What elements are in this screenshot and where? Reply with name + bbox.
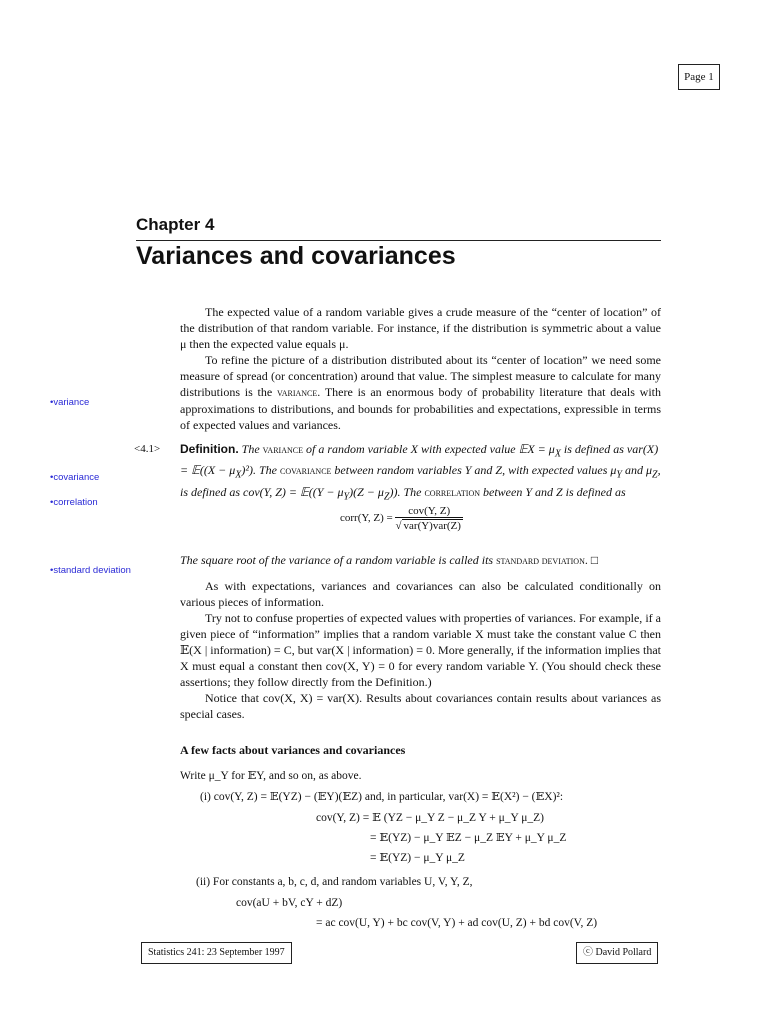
definition-text: Definition. The variance of a random variable X with expected value 𝔼X = $\mu_X$ is defined as var(X) = 𝔼((X − $\mu_X)^2$). The covariance between random variables Y and Z, with expected values $\mu_Y$ and $\mu_Z$, is defined as cov(Y, Z) = 𝔼((Y − $\mu_Y)(Z - \mu_Z)$). The correlation between Y and Z is defined as — [180, 442, 661, 503]
margin-note-standard-deviation[interactable]: •standard deviation — [50, 565, 131, 576]
margin-note-covariance[interactable]: •covariance — [50, 472, 100, 483]
discussion-section — [180, 578, 661, 722]
fact-2-intro: (ii) For constants a, b, c, d, and random variables U, V, Y, Z, — [196, 876, 473, 888]
footer-course-date: Statistics 241: 23 September 1997 — [141, 942, 292, 964]
fact-1-intro: (i) cov(Y, Z) = 𝔼(YZ) − (𝔼Y)(𝔼Z) and, in particular, var(X) = 𝔼(X²) − (𝔼X)²: — [200, 791, 564, 803]
fact-2-line-2: = ac cov(U, Y) + bc cov(V, Y) + ad cov(U, Z) + bd cov(V, Z) — [316, 917, 598, 929]
standard-deviation-definition: The square root of the variance of a random variable is called its standard deviation. □ — [180, 553, 599, 567]
page-label: Page 1 — [678, 64, 720, 90]
intro-paragraph-2: To refine the picture of a distribution distributed about its “center of location” we need some measure of spread (or concentration) around that value. The simplest measure to calculate for many distributions is the variance. There is an enormous body of probability literature that deals with approximations to distributions, and bounds for probabilities and expectations, expressible in terms of expected values and variances. — [180, 353, 662, 432]
section-heading: A few facts about variances and covariances — [180, 743, 406, 757]
correlation-numerator: cov(Y, Z) — [395, 505, 462, 518]
intro-section — [180, 304, 661, 433]
margin-note-variance[interactable]: •variance — [50, 397, 90, 408]
chapter-rule — [136, 240, 661, 241]
paragraph-conditional: As with expectations, variances and covariances can also be calculated conditionally on various pieces of information. — [180, 579, 661, 609]
definition-heading: Definition. — [180, 442, 239, 456]
correlation-denominator: √ var(Y)var(Z) — [395, 520, 461, 532]
margin-note-correlation[interactable]: •correlation — [50, 497, 98, 508]
fact-1-line-1: cov(Y, Z) = 𝔼 (YZ − μ_Y Z − μ_Z Y + μ_Y μ_Z) — [316, 812, 545, 824]
fact-1-line-3: = 𝔼(YZ) − μ_Y μ_Z — [370, 852, 465, 864]
correlation-formula: corr(Y, Z) = $\frac{\text{cov(Y, Z)}}{\text{√ var(Y)var(Z)}}$ — [340, 505, 461, 532]
definition-label: <4.1> — [134, 443, 161, 455]
chapter-title: Variances and covariances — [136, 242, 456, 270]
fact-2-line-1: cov(aU + bV, cY + dZ) — [236, 897, 343, 909]
term-variance: variance — [276, 387, 318, 399]
write-line: Write μ_Y for 𝔼Y, and so on, as above. — [180, 770, 362, 782]
paragraph-notice: Notice that cov(X, X) = var(X). Results about covariances contain results about variances as special cases. — [180, 691, 661, 721]
fact-1-line-2: = 𝔼(YZ) − μ_Y 𝔼Z − μ_Z 𝔼Y + μ_Y μ_Z — [370, 832, 567, 844]
intro-paragraph-1: The expected value of a random variable gives a crude measure of the “center of location” of the distribution of that random variable. For instance, if the distribution is symmetric about a value μ then the expected value equals μ. — [180, 305, 661, 351]
paragraph-confuse: Try not to confuse properties of expected values with properties of variances. For example, if a given piece of “information” implies that a random variable X must take the constant value C then 𝔼(X | information) = C, but var(X | information) = 0. More generally, if the information implies that X must equal a constant then cov(X, Y) = 0 for every random variable Y. (You should check these assertions; they follow directly from the Definition.) — [180, 611, 661, 689]
chapter-number: Chapter 4 — [136, 215, 215, 234]
footer-author: ⓒ David Pollard — [576, 942, 658, 964]
